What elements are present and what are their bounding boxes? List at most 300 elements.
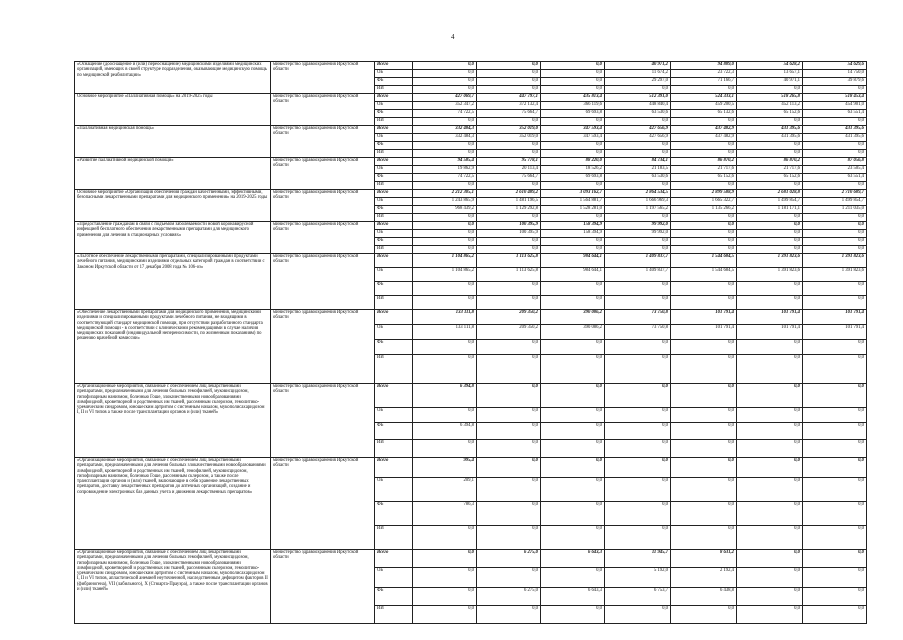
funding-source: Всего (375, 254, 413, 268)
budget-table (74, 61, 867, 624)
amount-cell: 75 664,7 (477, 174, 541, 182)
amount-cell: 0,0 (541, 118, 605, 126)
amount-cell: 0,0 (605, 606, 671, 624)
funding-source: Всего (375, 550, 413, 568)
amount-cell: 995,4 (413, 458, 477, 478)
amount-cell: 0,0 (413, 408, 477, 423)
funding-source: ФБ (375, 142, 413, 150)
amount-cell: 0,0 (605, 355, 671, 384)
amount-cell: 0,0 (803, 458, 867, 478)
amount-cell: 54 628,2 (737, 62, 803, 70)
funding-source: ОБ (375, 198, 413, 206)
amount-cell: 101 791,4 (671, 310, 737, 325)
amount-cell: 0,0 (413, 230, 477, 238)
amount-cell: 0,0 (737, 355, 803, 384)
amount-cell: 0,0 (803, 118, 867, 126)
amount-cell: 20 113,4 (477, 166, 541, 174)
amount-cell: 0,0 (605, 182, 671, 190)
amount-cell: 0,0 (605, 150, 671, 158)
amount-cell: 21 183,5 (605, 166, 671, 174)
funding-source: ФБ (375, 110, 413, 118)
table-row (75, 384, 867, 408)
amount-cell: 0,0 (605, 246, 671, 254)
amount-cell: 1 391 823,6 (803, 254, 867, 268)
amount-cell: 101 791,4 (671, 325, 737, 340)
amount-cell: 0,0 (737, 150, 803, 158)
amount-cell: 0,0 (477, 142, 541, 150)
amount-cell: 0,0 (671, 142, 737, 150)
page-number: 4 (451, 33, 455, 41)
amount-cell: 0,0 (803, 355, 867, 384)
amount-cell: 0,0 (803, 150, 867, 158)
amount-cell: 0,0 (803, 296, 867, 310)
amount-cell: 437 482,9 (671, 126, 737, 134)
amount-cell: 0,0 (671, 238, 737, 246)
amount-cell: 1 211 035,0 (803, 206, 867, 214)
amount-cell: 0,0 (671, 230, 737, 238)
amount-cell: 0,0 (413, 222, 477, 230)
amount-cell: 21 717,6 (671, 166, 737, 174)
amount-cell: 0,0 (671, 526, 737, 550)
amount-cell: 0,0 (541, 440, 605, 458)
amount-cell: 448 840,4 (605, 102, 671, 110)
amount-cell: 0,0 (803, 86, 867, 94)
amount-cell: 0,0 (803, 423, 867, 440)
amount-cell: 0,0 (541, 423, 605, 440)
amount-cell: 23 722,3 (671, 70, 737, 78)
amount-cell: 1 409 837,7 (605, 254, 671, 268)
amount-cell: 0,0 (541, 282, 605, 296)
amount-cell: 0,0 (413, 355, 477, 384)
amount-cell: 19 862,9 (413, 166, 477, 174)
amount-cell: 0,0 (671, 296, 737, 310)
amount-cell: 0,0 (477, 70, 541, 78)
amount-cell: 6 753,7 (605, 588, 671, 606)
amount-cell: 0,0 (413, 118, 477, 126)
amount-cell: 2 899 588,9 (671, 190, 737, 198)
amount-cell: 0,0 (413, 568, 477, 588)
amount-cell: 133 111,8 (413, 325, 477, 340)
amount-cell: 0,0 (671, 214, 737, 222)
amount-cell: 512 391,0 (605, 94, 671, 102)
amount-cell: 0,0 (737, 384, 803, 408)
executor: министерство здравоохранения Иркутской области (271, 158, 375, 190)
amount-cell: 0,0 (605, 118, 671, 126)
amount-cell: 1 104 865,2 (413, 254, 477, 268)
event-name: «Оснащение (дооснащение и (или) переоснащение) медицинскими изделиями медицинских организаций, имеющих в своей структуре подразделения, оказывающие медицинскую помощь по медицинской реабилитации» (75, 62, 271, 94)
amount-cell: 968 439,2 (413, 206, 477, 214)
amount-cell: 0,0 (605, 440, 671, 458)
amount-cell: 0,0 (671, 423, 737, 440)
funding-source: Всего (375, 62, 413, 70)
amount-cell: 0,0 (737, 118, 803, 126)
amount-cell: 0,0 (737, 458, 803, 478)
amount-cell: 0,0 (737, 606, 803, 624)
executor: министерство здравоохранения Иркутской области (271, 254, 375, 310)
executor: министерство здравоохранения Иркутской области (271, 94, 375, 126)
amount-cell: 372 132,4 (477, 102, 541, 110)
amount-cell: 65 152,6 (671, 174, 737, 182)
amount-cell: 69 693,8 (541, 110, 605, 118)
amount-cell: 0,0 (541, 142, 605, 150)
amount-cell: 427 656,9 (605, 134, 671, 142)
amount-cell: 0,0 (413, 282, 477, 296)
executor: министерство здравоохранения Иркутской области (271, 458, 375, 550)
amount-cell: 0,0 (803, 384, 867, 408)
amount-cell: 0,0 (477, 440, 541, 458)
amount-cell: 0,0 (477, 408, 541, 423)
amount-cell: 0,0 (803, 550, 867, 568)
amount-cell: 0,0 (477, 150, 541, 158)
amount-cell: 2 710 689,7 (803, 190, 867, 198)
amount-cell: 0,0 (413, 150, 477, 158)
amount-cell: 0,0 (671, 502, 737, 526)
amount-cell: 0,0 (541, 62, 605, 70)
amount-cell: 0,0 (803, 230, 867, 238)
amount-cell: 63 551,4 (803, 110, 867, 118)
event-name: «Организационные мероприятия, связанные с обеспечением лиц лекарственными препаратами, предназначенными для лечения больных злокачественными новообразованиями лимфоидной, кроветворной и родственных им тканей, гемофилией, муковисцидозом, гипофизарным нанизмом, болезнью Гоше, рассеянным склерозом, а также после трансплантации органов и (или) тканей, включающие в себя хранение лекарственных препаратов, доставку лекарственных препаратов до аптечных организаций, создание и сопровождение электронных баз данных учета и движения лекарственных препаратов» (75, 458, 271, 550)
amount-cell: 0,0 (605, 423, 671, 440)
table-row (75, 94, 867, 102)
funding-source: ИИ (375, 118, 413, 126)
amount-cell: 0,0 (541, 296, 605, 310)
funding-source: ОБ (375, 134, 413, 142)
amount-cell: 0,0 (671, 355, 737, 384)
executor: министерство здравоохранения Иркутской области (271, 550, 375, 624)
amount-cell: 0,0 (541, 150, 605, 158)
funding-source: Всего (375, 94, 413, 102)
amount-cell: 101 791,4 (737, 310, 803, 325)
amount-cell: 0,0 (671, 478, 737, 502)
amount-cell: 0,0 (737, 214, 803, 222)
amount-cell: 209 350,2 (477, 325, 541, 340)
table-row (75, 190, 867, 198)
amount-cell: 21 717,6 (737, 166, 803, 174)
funding-source: ИИ (375, 214, 413, 222)
funding-source: ОБ (375, 478, 413, 502)
amount-cell: 1 481 196,5 (477, 198, 541, 206)
amount-cell: 0,0 (605, 238, 671, 246)
amount-cell: 6 438,8 (671, 588, 737, 606)
amount-cell: 390 086,2 (541, 325, 605, 340)
amount-cell: 0,0 (671, 118, 737, 126)
amount-cell: 0,0 (737, 568, 803, 588)
amount-cell: 1 135 266,2 (671, 206, 737, 214)
amount-cell: 518 453,4 (803, 94, 867, 102)
amount-cell: 0,0 (477, 526, 541, 550)
executor: министерство здравоохранения Иркутской области (271, 310, 375, 384)
amount-cell: 11 674,2 (605, 70, 671, 78)
amount-cell: 101 791,4 (803, 310, 867, 325)
amount-cell: 1 243 865,9 (413, 198, 477, 206)
amount-cell: 65 132,6 (671, 110, 737, 118)
amount-cell: 0,0 (671, 282, 737, 296)
amount-cell: 0,0 (413, 142, 477, 150)
amount-cell: 1 409 837,7 (605, 268, 671, 282)
amount-cell: 69 693,8 (541, 174, 605, 182)
amount-cell: 8 631,2 (671, 550, 737, 568)
executor: министерство здравоохранения Иркутской области (271, 62, 375, 94)
table-row (75, 222, 867, 230)
event-name: Основное мероприятие «Организация обеспечения граждан качественными, эффективными, безопасными лекарственными препаратами для медицинского применения» на 2019-2025 годы (75, 190, 271, 222)
amount-cell: 0,0 (477, 214, 541, 222)
amount-cell: 0,0 (477, 238, 541, 246)
amount-cell: 0,0 (541, 606, 605, 624)
amount-cell: 71 166,7 (671, 78, 737, 86)
table-row (75, 158, 867, 166)
amount-cell: 1 129 292,8 (477, 206, 541, 214)
amount-cell: 0,0 (605, 458, 671, 478)
table-row (75, 62, 867, 70)
amount-cell: 524 333,1 (671, 94, 737, 102)
funding-source: ИИ (375, 150, 413, 158)
amount-cell: 0,0 (477, 86, 541, 94)
amount-cell: 86 870,2 (737, 158, 803, 166)
amount-cell: 0,0 (541, 70, 605, 78)
amount-cell: 0,0 (737, 502, 803, 526)
table-body (75, 62, 867, 624)
amount-cell: 431 395,6 (737, 134, 803, 142)
amount-cell: 0,0 (605, 142, 671, 150)
executor: министерство здравоохранения Иркутской области (271, 222, 375, 254)
funding-source: Всего (375, 384, 413, 408)
amount-cell: 0,0 (803, 526, 867, 550)
amount-cell: 0,0 (737, 550, 803, 568)
amount-cell: 352 019,0 (477, 126, 541, 134)
amount-cell: 0,0 (413, 550, 477, 568)
funding-source: ИИ (375, 86, 413, 94)
amount-cell: 0,0 (413, 70, 477, 78)
amount-cell: 431 395,6 (803, 126, 867, 134)
amount-cell: 158 394,9 (541, 222, 605, 230)
event-name: «Обеспечение лекарственными препаратами для медицинского применения, медицинскими изделиями и специализированными продуктами лечебного питания, не входящими в соответствующий стандарт медицинской помощи, при отсутствии разработанного стандарта медицинской помощи - в соответствии с клиническими рекомендациями в случае наличия медицинских показаний (индивидуальной непереносимости, по жизненным показаниям) по решению врачебной комиссии» (75, 310, 271, 384)
amount-cell: 1 391 823,6 (737, 268, 803, 282)
amount-cell: 23 505,4 (803, 166, 867, 174)
amount-cell: 0,0 (605, 384, 671, 408)
funding-source: ФБ (375, 340, 413, 355)
funding-source: Всего (375, 458, 413, 478)
amount-cell: 40 971,2 (605, 62, 671, 70)
amount-cell: 73 750,8 (605, 310, 671, 325)
funding-source: ФБ (375, 588, 413, 606)
amount-cell: 0,0 (413, 214, 477, 222)
amount-cell: 332 484,3 (413, 126, 477, 134)
amount-cell: 0,0 (477, 296, 541, 310)
amount-cell: 347 593,4 (541, 126, 605, 134)
amount-cell: 0,0 (803, 214, 867, 222)
amount-cell: 0,0 (541, 78, 605, 86)
funding-source: ОБ (375, 230, 413, 238)
amount-cell: 39 879,6 (803, 78, 867, 86)
amount-cell: 87 056,8 (803, 158, 867, 166)
amount-cell: 984 644,1 (541, 254, 605, 268)
amount-cell: 0,0 (803, 222, 867, 230)
amount-cell: 0,0 (541, 355, 605, 384)
amount-cell: 0,0 (477, 606, 541, 624)
event-name: «Паллиативная медицинская помощь» (75, 126, 271, 158)
amount-cell: 11 945,7 (605, 550, 671, 568)
amount-cell: 366 119,6 (541, 102, 605, 110)
amount-cell: 0,0 (803, 478, 867, 502)
amount-cell: 2 610 489,2 (477, 190, 541, 198)
amount-cell: 86 870,2 (671, 158, 737, 166)
amount-cell: 1 544 684,5 (671, 268, 737, 282)
amount-cell: 459 200,5 (671, 102, 737, 110)
amount-cell: 0,0 (737, 142, 803, 150)
amount-cell: 0,0 (413, 78, 477, 86)
table-row (75, 310, 867, 325)
amount-cell: 6 275,0 (477, 588, 541, 606)
amount-cell: 65 152,6 (737, 110, 803, 118)
amount-cell: 40 971,1 (737, 78, 803, 86)
amount-cell: 0,0 (803, 182, 867, 190)
amount-cell: 99 992,0 (605, 222, 671, 230)
amount-cell: 0,0 (737, 526, 803, 550)
amount-cell: 0,0 (541, 408, 605, 423)
amount-cell: 0,0 (671, 408, 737, 423)
amount-cell: 0,0 (541, 246, 605, 254)
table-row (75, 254, 867, 268)
amount-cell: 0,0 (737, 423, 803, 440)
amount-cell: 0,0 (477, 182, 541, 190)
amount-cell: 0,0 (413, 340, 477, 355)
amount-cell: 54 629,6 (803, 62, 867, 70)
amount-cell: 0,0 (605, 408, 671, 423)
amount-cell: 1 197 565,2 (605, 206, 671, 214)
amount-cell: 6 394,8 (413, 384, 477, 408)
funding-source: ИИ (375, 296, 413, 310)
funding-source: ФБ (375, 423, 413, 440)
amount-cell: 2 212 305,1 (413, 190, 477, 198)
amount-cell: 0,0 (671, 182, 737, 190)
amount-cell: 0,0 (477, 355, 541, 384)
amount-cell: 0,0 (605, 340, 671, 355)
amount-cell: 0,0 (737, 282, 803, 296)
amount-cell: 1 499 854,7 (803, 198, 867, 206)
amount-cell: 427 656,9 (605, 126, 671, 134)
amount-cell: 1 499 854,7 (737, 198, 803, 206)
amount-cell: 1 181 171,1 (737, 206, 803, 214)
amount-cell: 0,0 (413, 246, 477, 254)
amount-cell: 352 019,0 (477, 134, 541, 142)
amount-cell: 1 564 881,7 (541, 198, 605, 206)
amount-cell: 0,0 (671, 246, 737, 254)
amount-cell: 0,0 (803, 606, 867, 624)
amount-cell: 0,0 (671, 340, 737, 355)
funding-source: ОБ (375, 325, 413, 340)
funding-source: ИИ (375, 182, 413, 190)
amount-cell: 0,0 (737, 296, 803, 310)
funding-source: ИИ (375, 246, 413, 254)
amount-cell: 0,0 (413, 238, 477, 246)
amount-cell: 1 528 281,0 (541, 206, 605, 214)
amount-cell: 786,3 (413, 502, 477, 526)
amount-cell: 0,0 (605, 526, 671, 550)
amount-cell: 63 551,4 (803, 174, 867, 182)
amount-cell: 84 734,1 (605, 158, 671, 166)
amount-cell: 0,0 (413, 440, 477, 458)
amount-cell: 0,0 (605, 214, 671, 222)
funding-source: ИИ (375, 526, 413, 550)
amount-cell: 1 391 823,6 (737, 254, 803, 268)
funding-source: ОБ (375, 568, 413, 588)
amount-cell: 101 791,4 (737, 325, 803, 340)
amount-cell: 0,0 (737, 86, 803, 94)
amount-cell: 0,0 (671, 606, 737, 624)
funding-source: ОБ (375, 102, 413, 110)
table-row (75, 458, 867, 478)
amount-cell: 73 750,8 (605, 325, 671, 340)
amount-cell: 0,0 (803, 502, 867, 526)
amount-cell: 0,0 (803, 440, 867, 458)
amount-cell: 0,0 (605, 502, 671, 526)
amount-cell: 1 104 865,2 (413, 268, 477, 282)
amount-cell: 0,0 (477, 282, 541, 296)
amount-cell: 431 395,6 (803, 134, 867, 142)
amount-cell: 0,0 (737, 182, 803, 190)
amount-cell: 0,0 (605, 86, 671, 94)
amount-cell: 2 681 028,8 (737, 190, 803, 198)
executor: министерство здравоохранения Иркутской области (271, 126, 375, 158)
amount-cell: 0,0 (671, 86, 737, 94)
amount-cell: 0,0 (477, 458, 541, 478)
amount-cell: 1 113 625,8 (477, 268, 541, 282)
amount-cell: 0,0 (605, 296, 671, 310)
amount-cell: 0,0 (671, 150, 737, 158)
funding-source: ОБ (375, 408, 413, 423)
amount-cell: 0,0 (737, 238, 803, 246)
amount-cell: 0,0 (541, 502, 605, 526)
funding-source: Всего (375, 126, 413, 134)
amount-cell: 29 297,0 (605, 78, 671, 86)
amount-cell: 0,0 (803, 568, 867, 588)
amount-cell: 0,0 (541, 86, 605, 94)
amount-cell: 94 889,0 (671, 62, 737, 70)
amount-cell: 0,0 (477, 568, 541, 588)
amount-cell: 0,0 (671, 222, 737, 230)
amount-cell: 0,0 (803, 142, 867, 150)
executor: министерство здравоохранения Иркутской области (271, 190, 375, 222)
funding-source: ИИ (375, 606, 413, 624)
amount-cell: 437 482,9 (671, 134, 737, 142)
amount-cell: 984 644,1 (541, 268, 605, 282)
amount-cell: 0,0 (413, 296, 477, 310)
amount-cell: 13 657,1 (737, 70, 803, 78)
amount-cell: 0,0 (413, 606, 477, 624)
amount-cell: 88 220,0 (541, 158, 605, 166)
funding-source: Всего (375, 158, 413, 166)
amount-cell: 74 722,5 (413, 174, 477, 182)
amount-cell: 100 395,9 (477, 222, 541, 230)
funding-source: Всего (375, 222, 413, 230)
amount-cell: 63 530,6 (605, 174, 671, 182)
amount-cell: 0,0 (737, 230, 803, 238)
amount-cell: 0,0 (541, 526, 605, 550)
amount-cell: 65 152,6 (737, 174, 803, 182)
amount-cell: 0,0 (803, 340, 867, 355)
funding-source: ФБ (375, 78, 413, 86)
amount-cell: 0,0 (541, 478, 605, 502)
amount-cell: 6 275,0 (477, 550, 541, 568)
amount-cell: 0,0 (605, 282, 671, 296)
amount-cell: 454 901,0 (803, 102, 867, 110)
amount-cell: 0,0 (737, 588, 803, 606)
amount-cell: 452 113,2 (737, 102, 803, 110)
funding-source: ОБ (375, 166, 413, 174)
amount-cell: 0,0 (541, 384, 605, 408)
amount-cell: 158 394,9 (541, 230, 605, 238)
amount-cell: 0,0 (477, 478, 541, 502)
